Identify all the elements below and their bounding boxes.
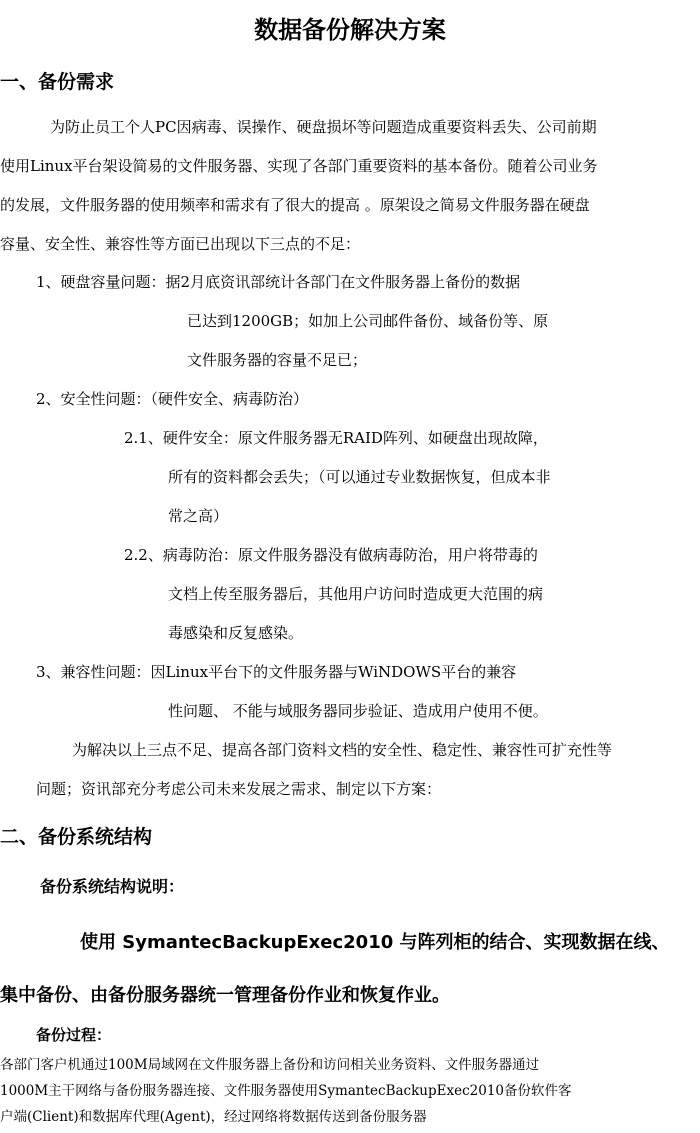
process-heading: 备份过程： (36, 1026, 112, 1044)
statement-line-2: 集中备份、由备份服务器统一管理备份作业和恢复作业。 (0, 985, 450, 1006)
intro-line-3: 的发展，文件服务器的使用频率和需求有了很大的提高 。原架设之简易文件服务器在硬盘 (0, 196, 590, 214)
item-2-1-line-3: 常之高） (168, 507, 229, 525)
section-2-heading: 二、备份系统结构 (0, 826, 153, 848)
item-2-2-line-3: 毒感染和反复感染。 (168, 624, 304, 642)
item-1-line-1: 1、硬盘容量问题：据2月底资讯部统计各部门在文件服务器上备份的数据 (36, 273, 521, 291)
statement-line-1: 使用 SymantecBackupExec2010 与阵列柜的结合、实现数据在线、 (80, 932, 670, 953)
process-line-2: 1000M主干网络与备份服务器连接、文件服务器使用SymantecBackupExec2010备份软件客 (0, 1083, 572, 1099)
document-title: 数据备份解决方案 (254, 16, 446, 44)
process-line-3: 户端(Client)和数据库代理(Agent)，经过网络将数据传送到备份服务器 (0, 1109, 427, 1125)
item-2-1-line-1: 2.1、硬件安全：原文件服务器无RAID阵列、如硬盘出现故障， (124, 429, 548, 447)
intro-line-1: 为防止员工个人PC因病毒、误操作、硬盘损坏等问题造成重要资料丢失、公司前期 (50, 118, 597, 136)
structure-subheading: 备份系统结构说明： (40, 877, 185, 896)
item-2-heading: 2、安全性问题：（硬件安全、病毒防治） (36, 390, 309, 408)
item-3-line-2: 性问题、 不能与域服务器同步验证、造成用户使用不便。 (168, 702, 548, 720)
item-2-2-line-2: 文档上传至服务器后，其他用户访问时造成更大范围的病 (168, 585, 544, 603)
item-1-line-3: 文件服务器的容量不足已； (187, 351, 368, 369)
intro-line-2: 使用Linux平台架设简易的文件服务器、实现了各部门重要资料的基本备份。随着公司业务 (0, 157, 598, 175)
conclusion-line-2: 问题；资讯部充分考虑公司未来发展之需求、制定以下方案： (36, 780, 442, 798)
item-2-1-line-2: 所有的资料都会丢失；（可以通过专业数据恢复，但成本非 (168, 468, 551, 486)
process-line-1: 各部门客户机通过100M局域网在文件服务器上备份和访问相关业务资料、文件服务器通过 (0, 1057, 540, 1073)
item-3-line-1: 3、兼容性问题：因Linux平台下的文件服务器与WiNDOWS平台的兼容 (36, 663, 517, 681)
conclusion-line-1: 为解决以上三点不足、提高各部门资料文档的安全性、稳定性、兼容性可扩充性等 (72, 741, 613, 759)
intro-line-4: 容量、安全性、兼容性等方面已出现以下三点的不足： (0, 235, 361, 253)
section-1-heading: 一、备份需求 (0, 71, 115, 93)
item-2-2-line-1: 2.2、病毒防治：原文件服务器没有做病毒防治，用户将带毒的 (124, 546, 538, 564)
item-1-line-2: 已达到1200GB；如加上公司邮件备份、域备份等、原 (187, 312, 549, 330)
